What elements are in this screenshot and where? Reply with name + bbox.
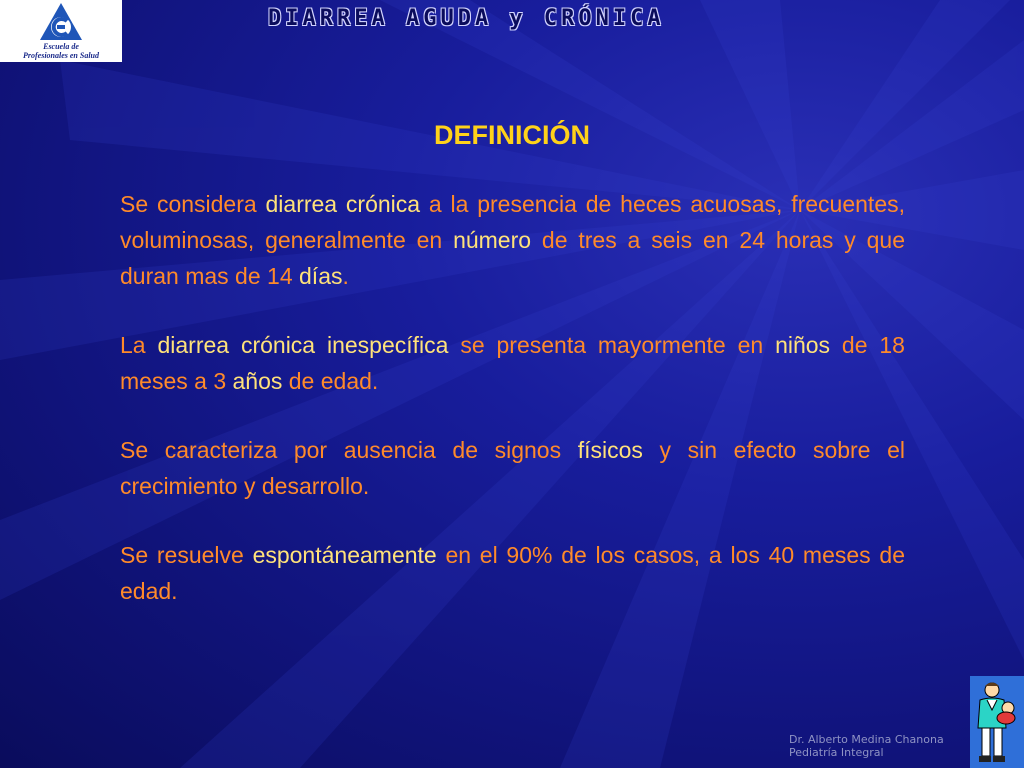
paragraph-resolution <box>120 537 905 609</box>
text-segment: Se considera <box>120 191 266 217</box>
text-segment: La <box>120 332 158 358</box>
paragraph-characteristics <box>120 432 905 504</box>
highlight-term: años <box>232 368 283 394</box>
paragraph-chronic-diarrhea <box>120 186 905 294</box>
highlight-term: niños <box>775 332 831 358</box>
slide-header-title: DIARREA AGUDA y CRÓNICA <box>268 6 665 31</box>
text-segment: a la presencia de heces acuosas, frecuentes, voluminosas, generalmente en <box>120 191 905 253</box>
highlight-term: diarrea crónica inespecífica <box>157 332 449 358</box>
author-specialty: Pediatría Integral <box>789 746 884 759</box>
doctor-with-baby-icon <box>970 676 1024 768</box>
text-segment: Se resuelve <box>120 542 253 568</box>
logo-text-line-2: Profesionales en Salud <box>22 51 99 60</box>
author-name: Dr. Alberto Medina Chanona <box>789 733 944 746</box>
highlight-term: días <box>299 263 343 289</box>
highlight-term: espontáneamente <box>252 542 437 568</box>
text-segment: Se caracteriza por ausencia de signos <box>120 437 578 463</box>
school-logo <box>0 0 122 62</box>
text-segment: se presenta mayormente en <box>448 332 776 358</box>
slide-heading: DEFINICIÓN <box>433 120 590 150</box>
highlight-term: número <box>453 227 532 253</box>
text-segment: de edad. <box>282 368 379 394</box>
school-logo-icon <box>39 2 83 42</box>
highlight-term: físicos <box>577 437 643 463</box>
highlight-term: diarrea crónica <box>265 191 421 217</box>
paragraph-nonspecific <box>120 327 905 399</box>
text-segment: . <box>342 263 349 289</box>
author-signature <box>789 733 944 759</box>
logo-text-line-1: Escuela de <box>43 42 79 51</box>
text-segment: de 18 meses a 3 <box>120 332 905 394</box>
text-segment: en el 90% de los casos, a los 40 meses de edad. <box>120 542 905 604</box>
text-segment: y sin efecto sobre el crecimiento y desarrollo. <box>120 437 905 499</box>
text-segment: de tres a seis en 24 horas y que duran mas de 14 <box>120 227 906 289</box>
definition-content <box>120 186 905 642</box>
